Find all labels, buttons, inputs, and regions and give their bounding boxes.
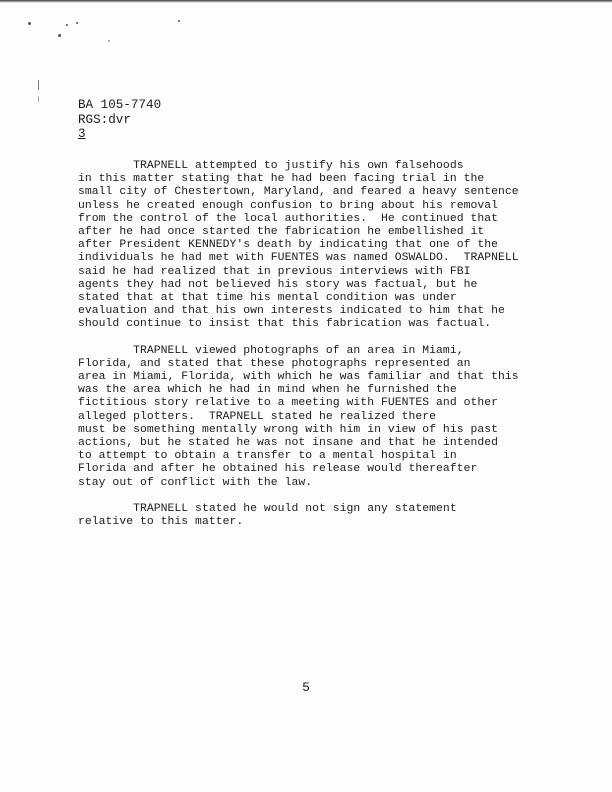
page-marker: 3	[78, 127, 86, 141]
paragraph	[78, 345, 558, 490]
text-line: Florida, and stated that these photographs represented an	[78, 357, 471, 370]
scan-speck	[28, 22, 31, 25]
file-number: BA 105-7740	[78, 98, 162, 112]
page-number: 5	[302, 680, 310, 695]
document-header	[78, 98, 161, 142]
text-line: after President KENNEDY's death by indicating that one of the	[78, 239, 499, 252]
text-line: relative to this matter.	[78, 516, 244, 529]
text-line: must be something mentally wrong with him in view of his past	[78, 423, 499, 436]
text-line: said he had realized that in previous interviews with FBI	[78, 265, 471, 278]
paragraph	[78, 160, 558, 332]
margin-mark	[38, 80, 39, 90]
text-line: stay out of conflict with the law.	[78, 476, 313, 489]
document-body	[78, 160, 558, 542]
text-line: Florida and after he obtained his release would thereafter	[78, 463, 478, 476]
margin-mark	[38, 96, 39, 102]
text-line: fictitious story relative to a meeting with FUENTES and other	[78, 397, 499, 410]
scan-top-edge	[0, 0, 612, 3]
text-line: TRAPNELL stated he would not sign any statement	[78, 502, 457, 515]
text-line: after he had once started the fabrication he embellished it	[78, 226, 485, 239]
text-line: individuals he had met with FUENTES was named OSWALDO. TRAPNELL	[78, 252, 519, 265]
text-line: to attempt to obtain a transfer to a mental hospital in	[78, 450, 457, 463]
scan-speck	[76, 22, 78, 24]
text-line: unless he created enough confusion to bring about his removal	[78, 199, 499, 212]
text-line: alleged plotters. TRAPNELL stated he realized there	[78, 410, 437, 423]
text-line: should continue to insist that this fabrication was factual.	[78, 318, 492, 331]
paragraph	[78, 503, 558, 529]
text-line: stated that at that time his mental condition was under	[78, 292, 457, 305]
text-line: agents they had not believed his story was factual, but he	[78, 278, 478, 291]
typist-initials: RGS:dvr	[78, 112, 131, 127]
text-line: from the control of the local authorities. He continued that	[78, 212, 499, 225]
scan-speck	[178, 20, 180, 22]
text-line: evaluation and that his own interests indicated to him that he	[78, 305, 505, 318]
text-line: TRAPNELL attempted to justify his own falsehoods	[78, 160, 464, 172]
text-line: area in Miami, Florida, with which he was familiar and that this	[78, 371, 519, 384]
text-line: was the area which he had in mind when he furnished the	[78, 384, 457, 397]
scan-speck	[58, 34, 61, 37]
text-line: TRAPNELL viewed photographs of an area in Miami,	[78, 344, 464, 357]
scan-speck	[108, 40, 110, 42]
text-line: small city of Chestertown, Maryland, and feared a heavy sentence	[78, 186, 519, 199]
text-line: in this matter stating that he had been facing trial in the	[78, 173, 485, 186]
text-line: actions, but he stated he was not insane and that he intended	[78, 437, 499, 450]
scan-speck	[66, 24, 68, 26]
